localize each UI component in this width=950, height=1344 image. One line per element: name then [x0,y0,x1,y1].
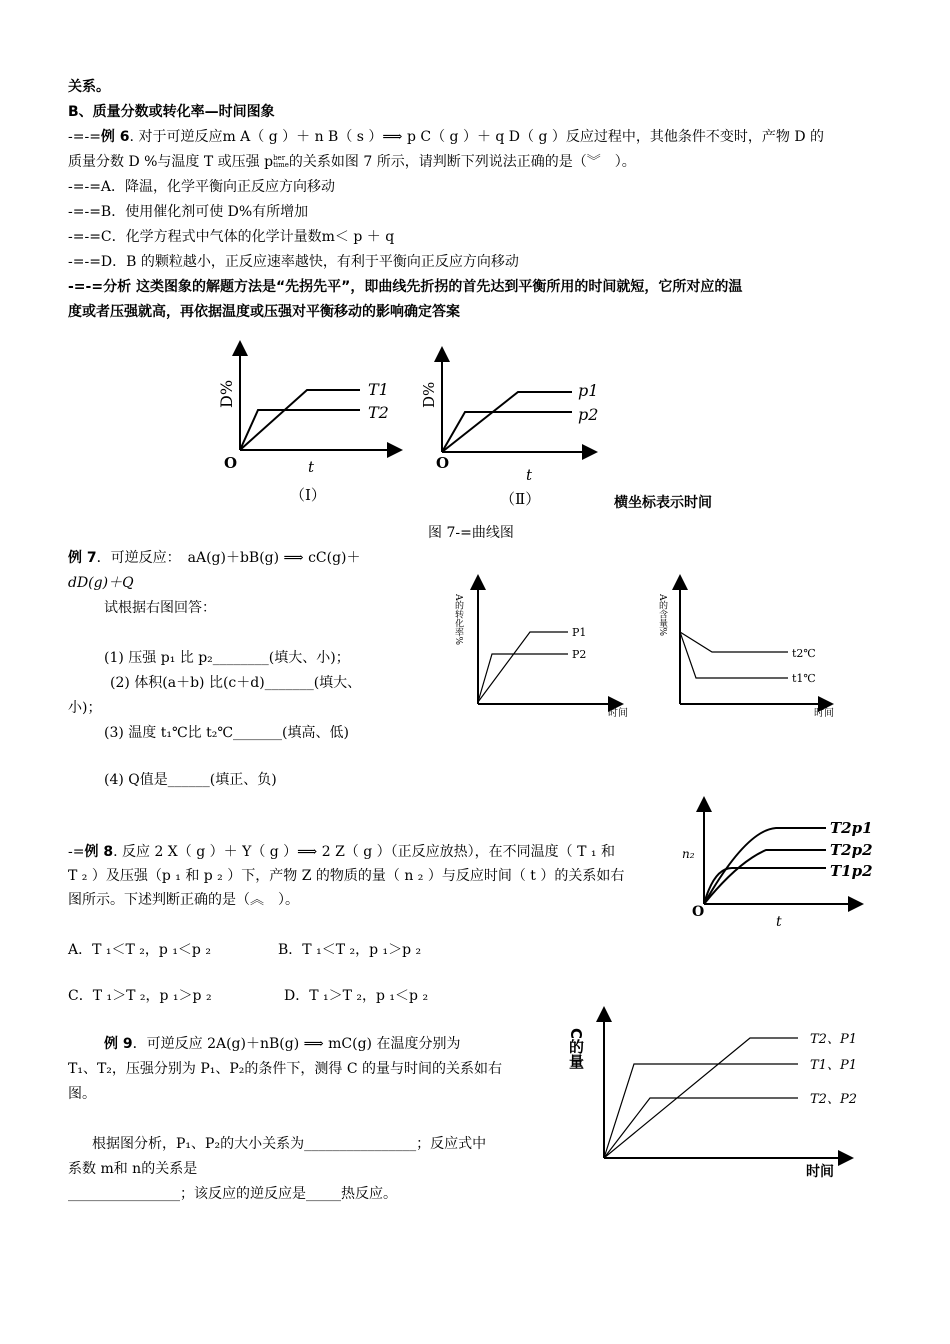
ex6-q2: 质量分数 D %与温度 T 或压强 p [68,154,274,170]
axis-label-x: 时间 [814,708,834,719]
ex7-sub3: (3) 温度 t₁℃比 t₂℃_______(填高、低) [104,725,349,741]
curve-t1 [240,390,360,450]
curve-p1 [442,392,572,452]
ex7-prompt: 试根据右图回答： [104,600,216,616]
curve-p1 [478,632,568,702]
label-t2p1: T2p1 [830,819,873,837]
figure-7-left [217,348,395,504]
label-t2: T2 [368,403,389,422]
ex7-line1 [68,549,361,567]
label-t1p1: T1、P1 [810,1058,857,1073]
ex9-figure [567,1008,880,1183]
origin-label: O [224,454,238,472]
curve-t1 [680,632,788,678]
section-heading-b: B、质量分数或转化率—时间图象 [68,104,275,120]
axis-label-y: n₂ [682,847,695,861]
figure-7 [210,340,610,510]
ex8-option-c: C．T ₁＞T ₂，p ₁＞p ₂ [68,988,212,1004]
ex8-option-b: B．T ₁＜T ₂，p ₁＞p ₂ [278,942,422,958]
ex6-analysis-line1: -=-=分析 这类图象的解题方法是“先拐先平”，即曲线先折拐的首先达到平衡所用的时间就短，它所对应的温 [68,279,743,295]
axis-label-x: t [776,914,782,930]
origin-label: O [436,454,450,472]
curve-p2 [478,654,568,702]
curve-t2p2 [604,1098,798,1158]
ex6-option-a: -=-=A．降温，化学平衡向正反应方向移动 [68,179,336,195]
ex9-line3: 图。 [68,1086,96,1102]
ex8-line1 [68,843,615,861]
axis-label-y: A的含量% [657,594,667,637]
ex8-q1: . 反应 2 X（ g ）＋ Y（ g ）⟹ 2 Z（ g ）（正反应放热），在不同温度（ T ₁ 和 [113,844,615,860]
label-t2: t2℃ [792,647,816,660]
label-t1p2: T1p2 [830,862,873,880]
label-t1: T1 [368,380,389,399]
ex6-q2-sub: time [273,161,289,169]
label-p2: p2 [578,405,599,424]
ex8-prefix: -= [68,844,85,860]
ex8-label: 例 8 [84,844,114,860]
ex6-q1: . 对于可逆反应m A（ g ）＋ n B（ s ）⟹ p C（ g ）＋ q D（ g ）反应过程中，其他条件不变时，产物 D 的 [129,129,825,145]
ex8-figure [676,800,886,932]
axis-label-y: D% [420,381,438,408]
axis-label-x: t [526,466,533,484]
ex9-label: 例 9 [104,1036,133,1052]
ex6-q2-sup: ber [273,154,286,162]
ex7-sub4: (4) Q值是______(填正、负) [104,772,277,788]
curve-t2 [680,632,788,652]
ex7-line2: dD(g)＋Q [68,575,134,591]
ex6-line1 [68,128,824,146]
label-t2p1: T2、P1 [810,1032,857,1047]
ex6-line2 [68,153,636,171]
ex8-option-d: D．T ₁＞T ₂，p ₁＜p ₂ [284,988,429,1004]
ex7-figures [448,574,848,724]
figure-7-caption: 图 7-=曲线图 [428,525,514,541]
curve-t2 [240,410,360,450]
origin-label: O [692,904,705,920]
figure-7-note: 横坐标表示时间 [614,495,712,511]
ex8-line3: 图所示。下述判断正确的是（︽ ）。 [68,892,299,908]
ex6-option-d: -=-=D．B 的颗粒越小，正反应速率越快，有利于平衡向正反应方向移动 [68,254,519,270]
curve-t2p1 [704,828,826,904]
ex7-sub1: (1) 压强 p₁ 比 p₂________(填大、小)； [104,650,350,666]
ex8-option-a: A．T ₁＜T ₂，p ₁＜p ₂ [68,942,211,958]
label-t2p2: T2p2 [830,841,873,859]
ex7-figure-right [657,582,834,719]
ex9-line6: ________________；该反应的逆反应是_____热反应。 [68,1186,397,1202]
label-t2p2: T2、P2 [810,1092,857,1107]
curve-p2 [442,412,572,452]
axis-label-x: 时间 [806,1164,834,1180]
figure-7-right [420,354,598,508]
ex7-label: 例 7 [68,550,97,566]
label-p2: P2 [572,648,587,661]
caption-right: （Ⅱ） [500,490,541,508]
label-t1: t1℃ [792,672,816,685]
ex7-sub2: (2) 体积(a＋b) 比(c＋d)_______(填大、 [110,675,362,691]
axis-label-y: D% [217,379,236,408]
ex6-label: 例 6 [100,129,130,145]
ex9-line5: 系数 m和 n的关系是 [68,1161,198,1177]
ex9-line1 [104,1035,460,1053]
ex9-line4: 根据图分析，P₁、P₂的大小关系为________________；反应式中 [92,1136,487,1152]
ex7-sub2-cont: 小)； [68,700,102,716]
curve-t2p2 [704,850,826,904]
ex6-q2-rest: 的关系如图 7 所示，请判断下列说法正确的是（︾ ）。 [288,154,636,170]
label-p1: P1 [572,626,587,639]
ex6-prefix: -=-= [68,129,101,145]
axis-label-y: C的量 [567,1028,585,1070]
axis-label-y: A的转化率% [453,594,463,646]
ex7-figure-left [453,582,628,719]
caption-left: （Ⅰ） [290,486,326,504]
label-p1: p1 [578,381,599,400]
ex6-option-c: -=-=C．化学方程式中气体的化学计量数m＜ p ＋ q [68,229,395,245]
ex6-analysis-line2: 度或者压强就高，再依据温度或压强对平衡移动的影响确定答案 [68,304,460,320]
ex9-line2: T₁、T₂，压强分别为 P₁、P₂的条件下，测得 C 的量与时间的关系如右 [68,1061,503,1077]
ex6-option-b: -=-=B．使用催化剂可使 D%有所增加 [68,204,309,220]
ex9-q1: ．可逆反应 2A(g)＋nB(g) ⟹ mC(g) 在温度分别为 [132,1036,461,1052]
ex8-line2: T ₂ ）及压强（p ₁ 和 p ₂ ）下，产物 Z 的物质的量（ n ₂ ）与反应时间（ t ）的关系如右 [68,868,625,884]
axis-label-x: t [308,458,315,476]
intro-line: 关系。 [68,79,110,95]
ex7-q1: ．可逆反应： aA(g)＋bB(g) ⟹ cC(g)＋ [96,550,361,566]
axis-label-x: 时间 [608,708,628,719]
